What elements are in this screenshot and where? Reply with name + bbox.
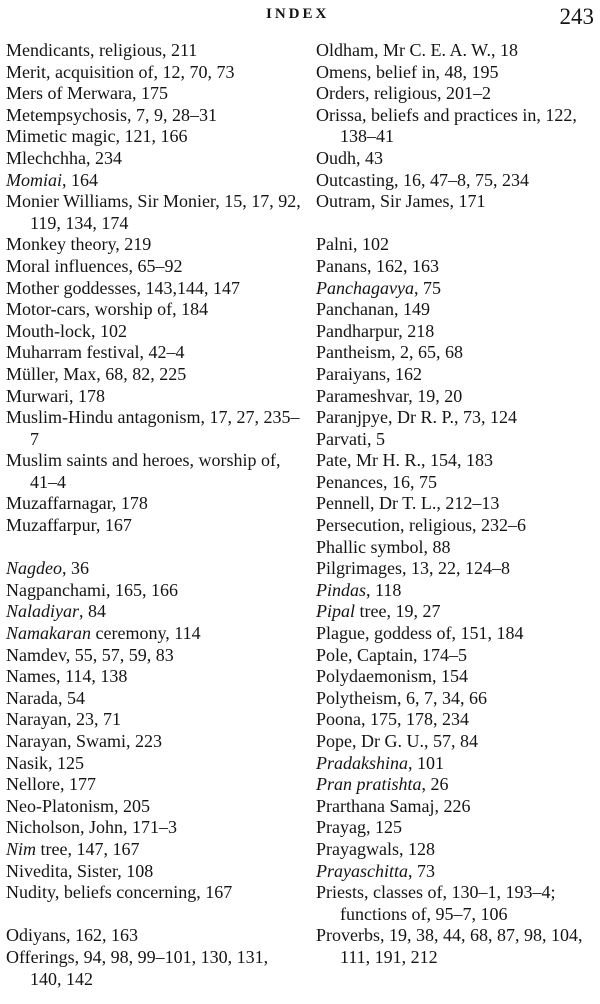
index-entry-text: Monkey theory, 219 [6, 234, 152, 255]
index-entry-text: Mother goddesses, 143,144, 147 [6, 277, 240, 298]
index-entry-italic-term: Pipal [316, 601, 355, 622]
index-entry [316, 407, 598, 429]
index-entry-text: Narada, 54 [6, 687, 85, 708]
index-entry-text: Parameshvar, 19, 20 [316, 385, 463, 406]
index-entry-text: , 73 [408, 860, 435, 881]
index-entry-text: Odiyans, 162, 163 [6, 925, 138, 946]
index-entry-text: Merit, acquisition of, 12, 70, 73 [6, 61, 235, 82]
index-entry-text: Oudh, 43 [316, 147, 383, 168]
running-head [0, 4, 600, 34]
index-entry-text: Poona, 175, 178, 234 [316, 709, 469, 730]
index-entry-text: Narayan, Swami, 223 [6, 731, 162, 751]
index-entry [6, 882, 302, 904]
index-entry [6, 709, 302, 731]
index-entry [316, 925, 598, 968]
index-entry-text: , 101 [408, 752, 444, 773]
index-entry [316, 753, 598, 775]
index-entry-text: Mers of Merwara, 175 [6, 83, 168, 104]
index-entry-text: Penances, 16, 75 [316, 471, 437, 492]
index-entry-text: , 84 [79, 601, 107, 622]
index-entry-text: Pantheism, 2, 65, 68 [316, 342, 463, 363]
index-entry-text: Prarthana Samaj, 226 [316, 795, 471, 816]
index-entry-text: Pate, Mr H. R., 154, 183 [316, 450, 493, 471]
index-entry-text: Nasik, 125 [6, 752, 84, 773]
index-entry [316, 148, 598, 170]
index-entry [6, 623, 302, 645]
index-entry-italic-term: Pran pratishta [316, 774, 422, 795]
index-entry-text: tree, 147, 167 [36, 838, 140, 859]
index-entry-text: Metempsychosis, 7, 9, 28–31 [6, 104, 217, 125]
index-entry-text: Paraiyans, 162 [316, 363, 422, 384]
index-entry-italic-term: Pradakshina [316, 752, 408, 773]
index-entry [6, 666, 302, 688]
index-entry [316, 105, 598, 148]
index-entry [6, 839, 302, 861]
index-entry [316, 666, 598, 688]
index-entry-text: Parvati, 5 [316, 428, 385, 449]
index-entry [6, 256, 302, 278]
index-entry-text: tree, 19, 27 [355, 601, 441, 622]
index-entry-text: , 164 [62, 169, 98, 190]
index-entry-text: Motor-cars, worship of, 184 [6, 299, 209, 320]
index-entry [316, 342, 598, 364]
index-entry [316, 493, 598, 515]
index-entry-text: Priests, classes of, 130–1, 193–4; functions of, 95–7, 106 [316, 882, 556, 924]
index-entry-text: Nellore, 177 [6, 774, 96, 795]
index-entry [316, 688, 598, 710]
index-entry [6, 947, 302, 990]
index-entry [316, 817, 598, 839]
index-entry [316, 515, 598, 537]
index-entry [316, 709, 598, 731]
index-entry-text: Neo-Platonism, 205 [6, 795, 150, 816]
index-entry [6, 191, 302, 234]
index-entry [6, 40, 302, 62]
index-entry-text: Proverbs, 19, 38, 44, 68, 87, 98, 104, 111, 191, 212 [316, 925, 583, 967]
index-entry-text: Nicholson, John, 171–3 [6, 817, 177, 838]
letter-section-gap [316, 213, 598, 235]
index-entry [6, 796, 302, 818]
index-entry [316, 364, 598, 386]
index-entry-text: Pole, Captain, 174–5 [316, 644, 467, 665]
index-entry [6, 515, 302, 537]
index-entry [6, 817, 302, 839]
index-entry-text: Panchanan, 149 [316, 299, 430, 320]
index-entry [316, 40, 598, 62]
index-entry-text: , 36 [62, 558, 89, 579]
index-entry-text: Muslim-Hindu antagonism, 17, 27, 235–7 [6, 407, 300, 449]
index-entry [316, 580, 598, 602]
index-entry [6, 558, 302, 580]
index-entry-italic-term: Momiai [6, 169, 62, 190]
index-entry [316, 774, 598, 796]
index-entry-text: Palni, 102 [316, 234, 390, 255]
index-entry-text: Polytheism, 6, 7, 34, 66 [316, 687, 488, 708]
index-entry-text: Muzaffarpur, 167 [6, 515, 132, 536]
index-entry-text: Oldham, Mr C. E. A. W., 18 [316, 40, 519, 60]
index-entry-text: Prayag, 125 [316, 817, 402, 838]
index-entry [316, 256, 598, 278]
index-entry-text: Pope, Dr G. U., 57, 84 [316, 731, 478, 751]
index-entry-text: ceremony, 114 [91, 623, 201, 644]
index-entry-text: Nagpanchami, 165, 166 [6, 579, 178, 600]
index-entry [6, 645, 302, 667]
index-entry-italic-term: Panchagavya [316, 277, 414, 298]
index-entry [316, 882, 598, 925]
index-entry-text: Pennell, Dr T. L., 212–13 [316, 493, 500, 514]
index-entry-text: Pandharpur, 218 [316, 320, 435, 341]
index-entry [316, 429, 598, 451]
index-entry-italic-term: Pindas [316, 579, 367, 600]
index-entry-italic-term: Prayaschitta [316, 860, 408, 881]
index-entry-text: Prayagwals, 128 [316, 838, 435, 859]
index-entry [316, 645, 598, 667]
index-entry-text: Muslim saints and heroes, worship of, 41–4 [6, 450, 281, 492]
index-entry-text: Persecution, religious, 232–6 [316, 515, 526, 536]
index-entry-italic-term: Nim [6, 838, 37, 859]
index-entry [316, 601, 598, 623]
index-entry [6, 580, 302, 602]
index-entry [316, 321, 598, 343]
index-entry-text: Müller, Max, 68, 82, 225 [6, 363, 187, 384]
index-entry-text: Namdev, 55, 57, 59, 83 [6, 644, 174, 665]
index-entry [6, 105, 302, 127]
index-entry [6, 774, 302, 796]
index-entry-text: Nivedita, Sister, 108 [6, 860, 154, 881]
letter-section-gap [6, 904, 302, 926]
index-entry-text: Polydaemonism, 154 [316, 666, 468, 687]
index-entry [6, 62, 302, 84]
index-entry [316, 83, 598, 105]
index-entry-text: Monier Williams, Sir Monier, 15, 17, 92, 119, 134, 174 [6, 191, 301, 233]
index-entry [6, 688, 302, 710]
index-entry-text: Names, 114, 138 [6, 666, 128, 687]
index-entry-text: Mlechchha, 234 [6, 147, 122, 168]
page-title: INDEX [266, 6, 330, 22]
index-entry [6, 299, 302, 321]
index-entry-text: Omens, belief in, 48, 195 [316, 61, 499, 82]
index-entry [316, 278, 598, 300]
index-entry [316, 731, 598, 753]
index-entry [316, 796, 598, 818]
index-entry [6, 493, 302, 515]
index-entry [6, 278, 302, 300]
index-entry-text: Outcasting, 16, 47–8, 75, 234 [316, 169, 529, 190]
index-entry-text: Mimetic magic, 121, 166 [6, 126, 188, 147]
index-entry [6, 83, 302, 105]
index-entry [6, 861, 302, 883]
index-column-left [6, 40, 302, 990]
index-entry [6, 321, 302, 343]
index-entry [316, 62, 598, 84]
index-entry [316, 472, 598, 494]
index-entry-text: Mouth-lock, 102 [6, 320, 127, 341]
index-entry [316, 558, 598, 580]
index-entry [6, 601, 302, 623]
index-entry [6, 450, 302, 493]
index-entry-text: Offerings, 94, 98, 99–101, 130, 131, 140, 142 [6, 946, 269, 989]
index-entry [316, 537, 598, 559]
index-entry [6, 148, 302, 170]
index-entry [6, 342, 302, 364]
index-entry-text: Muharram festival, 42–4 [6, 342, 185, 363]
index-entry [6, 753, 302, 775]
index-entry [316, 299, 598, 321]
index-entry-text: Phallic symbol, 88 [316, 536, 451, 557]
index-entry-text: Muzaffarnagar, 178 [6, 493, 148, 514]
index-entry-text: , 118 [366, 579, 402, 600]
index-entry [316, 386, 598, 408]
index-entry [316, 861, 598, 883]
index-entry-text: Nudity, beliefs concerning, 167 [6, 882, 233, 903]
index-entry-italic-term: Nagdeo [6, 558, 62, 579]
index-entry-text: Panans, 162, 163 [316, 255, 439, 276]
index-entry-text: Outram, Sir James, 171 [316, 191, 486, 212]
index-entry [6, 731, 302, 753]
index-entry [6, 925, 302, 947]
index-column-right [316, 40, 598, 969]
index-entry [316, 191, 598, 213]
index-entry-text: Plague, goddess of, 151, 184 [316, 623, 524, 644]
index-entry [6, 234, 302, 256]
index-entry [6, 364, 302, 386]
index-entry [316, 450, 598, 472]
index-entry-text: Narayan, 23, 71 [6, 709, 121, 730]
letter-section-gap [6, 537, 302, 559]
index-entry [316, 234, 598, 256]
index-entry-text: , 75 [413, 277, 441, 298]
index-entry [6, 126, 302, 148]
index-entry-text: Mendicants, religious, 211 [6, 40, 198, 60]
index-entry [316, 170, 598, 192]
index-entry-text: Pilgrimages, 13, 22, 124–8 [316, 558, 510, 579]
index-entry [316, 623, 598, 645]
index-entry-italic-term: Namakaran [6, 623, 91, 644]
index-entry-text: Orders, religious, 201–2 [316, 83, 491, 104]
index-entry-text: Paranjpye, Dr R. P., 73, 124 [316, 407, 517, 428]
index-entry-text: Murwari, 178 [6, 385, 105, 406]
index-entry-text: Moral influences, 65–92 [6, 255, 183, 276]
index-entry [6, 407, 302, 450]
index-entry [6, 170, 302, 192]
index-entry-text: Orissa, beliefs and practices in, 122, 138–41 [316, 104, 577, 147]
page-number: 243 [559, 4, 594, 29]
index-entry [6, 386, 302, 408]
index-entry-text: , 26 [421, 774, 449, 795]
index-entry-italic-term: Naladiyar [6, 601, 80, 622]
index-entry [316, 839, 598, 861]
